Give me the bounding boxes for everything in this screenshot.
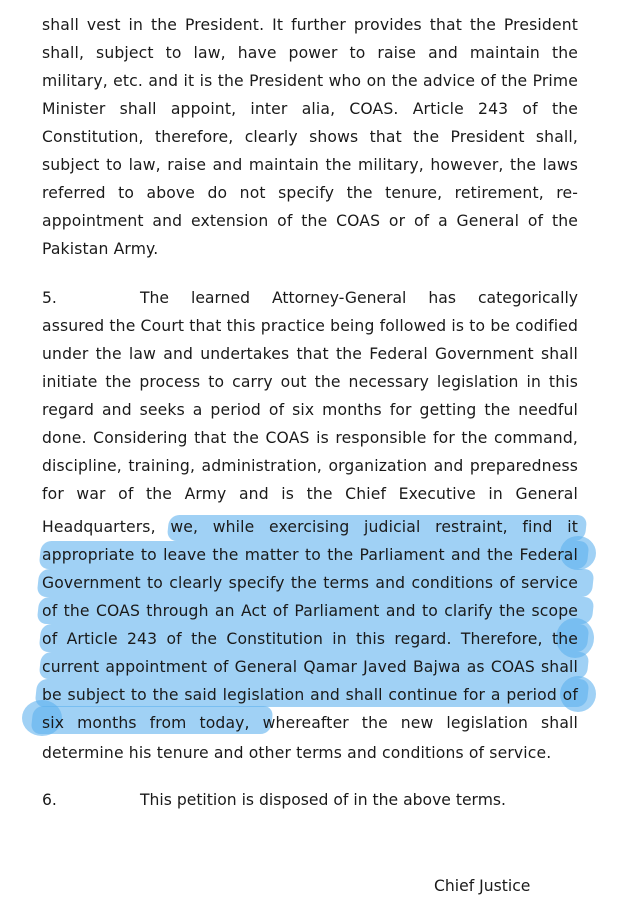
text-line: Government to clearly specify the terms and conditions of service xyxy=(42,574,578,592)
text-line: Headquarters, we, while exercising judicial restraint, find it xyxy=(42,518,578,536)
text-line: assured the Court that this practice being followed is to be codified xyxy=(42,317,579,335)
text-line: initiate the process to carry out the necessary legislation in this xyxy=(42,373,578,391)
text-line: determine his tenure and other terms and conditions of service. xyxy=(42,744,552,762)
text-line: regard and seeks a period of six months for getting the needful xyxy=(42,401,578,419)
paragraph-number: 5. xyxy=(42,289,57,307)
text-line: Constitution, therefore, clearly shows that the President shall, xyxy=(42,128,578,146)
text-line: referred to above do not specify the tenure, retirement, re- xyxy=(42,184,578,202)
text-line: shall, subject to law, have power to raise and maintain the xyxy=(42,44,578,62)
text-line: discipline, training, administration, organization and preparedness xyxy=(42,457,578,475)
text-line: of Article 243 of the Constitution in this regard. Therefore, the xyxy=(42,630,578,648)
text-line: shall vest in the President. It further provides that the President xyxy=(42,16,578,34)
text-line: This petition is disposed of in the above terms. xyxy=(140,791,506,809)
paragraph-number: 6. xyxy=(42,791,57,809)
text-line: under the law and undertakes that the Federal Government shall xyxy=(42,345,578,363)
text-line: for war of the Army and is the Chief Executive in General xyxy=(42,485,578,503)
text-line: six months from today, whereafter the new legislation shall xyxy=(42,714,578,732)
text-line: Pakistan Army. xyxy=(42,240,159,258)
text-line: Minister shall appoint, inter alia, COAS. Article 243 of the xyxy=(42,100,578,118)
text-line: subject to law, raise and maintain the military, however, the laws xyxy=(42,156,578,174)
text-line: military, etc. and it is the President who on the advice of the Prime xyxy=(42,72,578,90)
text-line: of the COAS through an Act of Parliament and to clarify the scope xyxy=(42,602,578,620)
text-line: The learned Attorney-General has categorically xyxy=(140,289,578,307)
text-line: current appointment of General Qamar Javed Bajwa as COAS shall xyxy=(42,658,578,676)
signature-title: Chief Justice xyxy=(434,877,531,895)
text-line: be subject to the said legislation and shall continue for a period of xyxy=(42,686,578,704)
text-line: appointment and extension of the COAS or of a General of the xyxy=(42,212,578,230)
text-line: done. Considering that the COAS is responsible for the command, xyxy=(42,429,578,447)
text-line: appropriate to leave the matter to the Parliament and the Federal xyxy=(42,546,578,564)
